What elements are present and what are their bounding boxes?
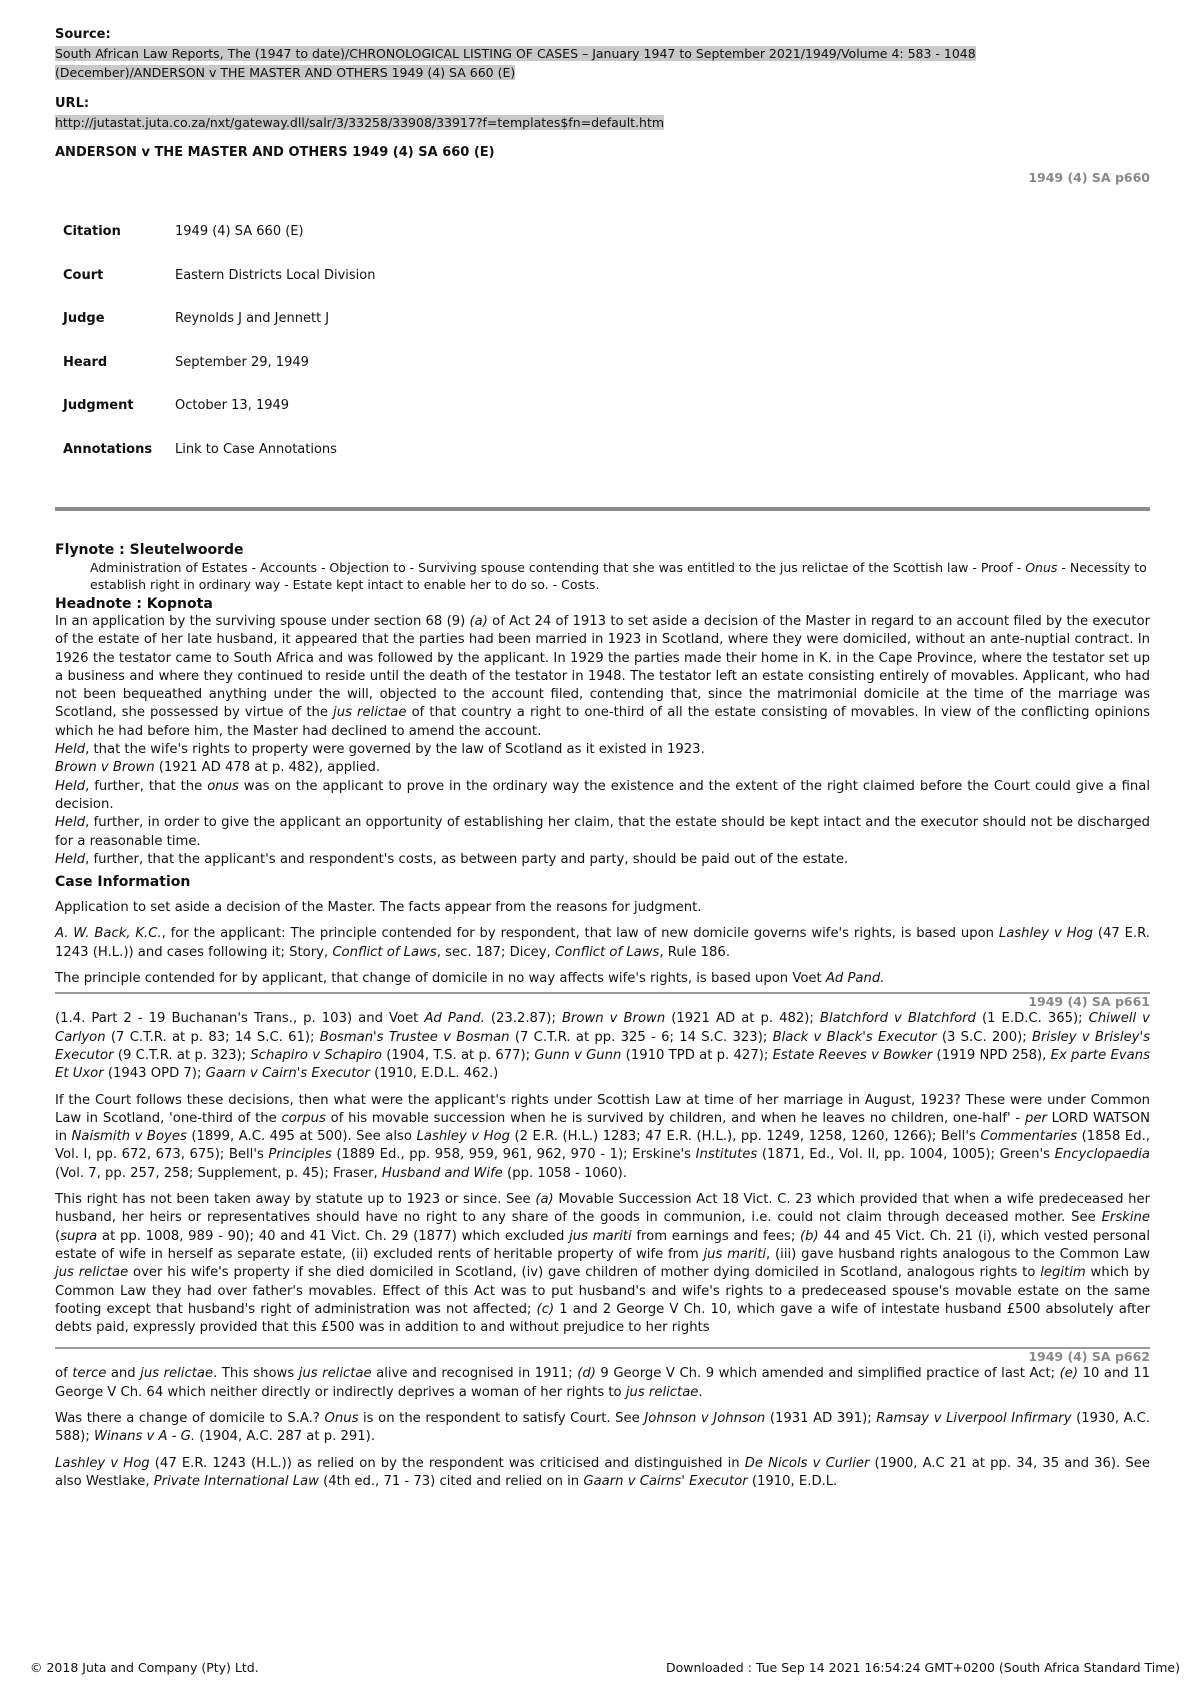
table-row: Heard September 29, 1949 [63,354,309,370]
flynote-text: Administration of Estates - Accounts - Objection to - Surviving spouse contending that she was entitled to the jus relictae of the Scottish law - Proof - Onus - Necessity to establish right in ordinary way - Estate kept intact to enable her to do so. - Costs. [90,560,1147,592]
table-row: Judgment October 13, 1949 [63,398,290,414]
copyright-text: © 2018 Juta and Company (Pty) Ltd. [30,1660,259,1675]
case-metadata-table [57,210,375,471]
page-footer [30,1660,1180,1675]
table-row: Court Eastern Districts Local Division [63,267,376,283]
document-page [55,26,1150,1491]
source-label: Source: [55,27,111,42]
table-row: Annotations Link to Case Annotations [57,428,375,472]
source-text[interactable]: South African Law Reports, The (1947 to date)/CHRONOLOGICAL LISTING OF CASES – January 1947 to September 2021/1949/Volume 4: 583 - 1048 (December)/ANDERSON v THE MASTER AND OTHERS 1949 (4) SA 660 (E) [55,46,976,80]
flynote-heading: Flynote : Sleutelwoorde [55,542,244,558]
page-662-text: of terce and jus relictae. This shows jus relictae alive and recognised in 1911; (d) 9 George V Ch. 9 which amended and simplified practice of last Act; (e) 10 and 11 George V Ch. 64 which neither directly or indirectly deprives a woman of her rights to jus relictae. Was there a change of domicile to S.A.? Onus is on the respondent to satisfy Court. See Johnson v Johnson (1931 AD 391); Ramsay v Liverpool Infirmary (1930, A.C. 588); Winans v A - G. (1904, A.C. 287 at p. 291). Lashley v Hog (47 E.R. 1243 (H.L.)) as relied on by the respondent was criticised and distinguished in De Nicols v Curlier (1900, A.C 21 at pp. 34, 35 and 36). See also Westlake, Private International Law (4th ed., 71 - 73) cited and relied on in Gaarn v Cairns' Executor (1910, E.D.L. [55,1366,1150,1489]
case-information-text: Application to set aside a decision of the Master. The facts appear from the reasons for judgment. A. W. Back, K.C., for the applicant: The principle contended for by respondent, that law of new domicile governs wife's rights, is based upon Lashley v Hog (47 E.R. 1243 (H.L.)) and cases following it; Story, Conflict of Laws, sec. 187; Dicey, Conflict of Laws, Rule 186. The principle contended for by applicant, that change of domicile in no way affects wife's rights, is based upon Voet Ad Pand. [55,900,1151,987]
url-label: URL: [55,96,90,111]
table-row: Citation 1949 (4) SA 660 (E) [63,224,304,240]
case-information-heading: Case Information [55,874,191,891]
case-title: ANDERSON v THE MASTER AND OTHERS 1949 (4) SA 660 (E) [55,145,495,160]
source-block [55,26,1150,81]
download-timestamp: Downloaded : Tue Sep 14 2021 16:54:24 GMT+0200 (South Africa Standard Time) [665,1660,1180,1675]
page-reference: 1949 (4) SA p660 [1028,170,1150,185]
page-reference: 1949 (4) SA p661 [1028,994,1150,1010]
table-row: Judge Reynolds J and Jennett J [63,311,330,327]
headnote-text: In an application by the surviving spouse under section 68 (9) (a) of Act 24 of 1913 to set aside a decision of the Master in regard to an account filed by the executor of the estate of her late husband, it appeared that the parties had been married in 1923 in Scotland, where they were domiciled, without an ante-nuptial contract. In 1926 the testator came to South Africa and was followed by the applicant. In 1929 the parties made their home in K. in the Cape Province, where the testator set up a business and where they continued to reside until the death of the testator in 1948. The testator left an estate consisting entirely of movables. Applicant, who had not been bequeathed anything under the will, objected to the account filed, contending that, since the matrimonial domicile at the time of the marriage was Scotland, she possessed by virtue of the jus relictae of that country a right to one-third of all the estate consisting of movables. In view of the conflicting opinions which he had before him, the Master had declined to amend the account. Held, that the wife's rights to property were governed by the law of Scotland as it existed in 1923. Brown v Brown (1921 AD 478 at p. 482), applied. Held, further, that the onus was on the applicant to prove in the ordinary way the existence and the extent of the right claimed before the Court could give a final decision. Held, further, in order to give the applicant an opportunity of establishing her claim, that the estate should be kept intact and the executor should not be discharged for a reasonable time. Held, further, that the applicant's and respondent's costs, as between party and party, should be paid out of the estate. [55,614,1151,867]
url-block [55,95,1150,131]
annotations-link[interactable]: Link to Case Annotations [175,441,337,457]
url-link[interactable]: http://jutastat.juta.co.za/nxt/gateway.dll/salr/3/33258/33908/33917?f=templates$fn=default.htm [55,115,665,130]
section-divider [55,507,1150,511]
headnote-heading: Headnote : Kopnota [55,596,213,612]
page-reference: 1949 (4) SA p662 [1028,1349,1150,1365]
page-661-text: (1.4. Part 2 - 19 Buchanan's Trans., p. 103) and Voet Ad Pand. (23.2.87); Brown v Brown (1921 AD at p. 482); Blatchford v Blatchford (1 E.D.C. 365); Chiwell v Carlyon (7 C.T.R. at p. 83; 14 S.C. 61); Bosman's Trustee v Bosman (7 C.T.R. at pp. 325 - 6; 14 S.C. 323); Black v Black's Executor (3 S.C. 200); Brisley v Brisley's Executor (9 C.T.R. at p. 323); Schapiro v Schapiro (1904, T.S. at p. 677); Gunn v Gunn (1910 TPD at p. 427); Estate Reeves v Bowker (1919 NPD 258), Ex parte Evans Et Uxor (1943 OPD 7); Gaarn v Cairn's Executor (1910, E.D.L. 462.) If the Court follows these decisions, then what were the applicant's rights under Scottish Law at time of her marriage in August, 1923? These were under Common Law in Scotland, 'one-third of the corpus of his movable succession when he is survived by children, and when he leaves no children, one-half' - per LORD WATSON in Naismith v Boyes (1899, A.C. 495 at 500). See also Lashley v Hog (2 E.R. (H.L.) 1283; 47 E.R. (H.L.), pp. 1249, 1258, 1260, 1266); Bell's Commentaries (1858 Ed., Vol. I, pp. 672, 673, 675); Bell's Principles (1889 Ed., pp. 958, 959, 961, 962, 970 - 1); Erskine's Institutes (1871, Ed., Vol. II, pp. 1004, 1005); Green's Encyclopaedia (Vol. 7, pp. 257, 258; Supplement, p. 45); Fraser, Husband and Wife (pp. 1058 - 1060). This right has not been taken away by statute up to 1923 or since. See (a) Movable Succession Act 18 Vict. C. 23 which provided that when a wife predeceased her husband, her heirs or representatives should have no right to any share of the goods in communion, i.e. could not claim through deceased mother. See Erskine (supra at pp. 1008, 989 - 90); 40 and 41 Vict. Ch. 29 (1877) which excluded jus mariti from earnings and fees; (b) 44 and 45 Vict. Ch. 21 (i), which vested personal estate of wife in herself as separate estate, (ii) excluded rents of heritable property of wife from jus mariti, (iii) gave husband rights analogous to the Common Law jus relictae over his wife's property if she died domiciled in Scotland, (iv) gave children of mother dying domiciled in Scotland, analogous rights to legitim which by Common Law they had over father's movables. Effect of this Act was to put husband's and wife's rights to a predeceased spouse's movable estate on the same footing except that husband's right of administration was not affected; (c) 1 and 2 George V Ch. 10, which gave a wife of intestate husband £500 absolutely after debts paid, expressly provided that this £500 was in addition to and without prejudice to her rights [55,1011,1150,1336]
